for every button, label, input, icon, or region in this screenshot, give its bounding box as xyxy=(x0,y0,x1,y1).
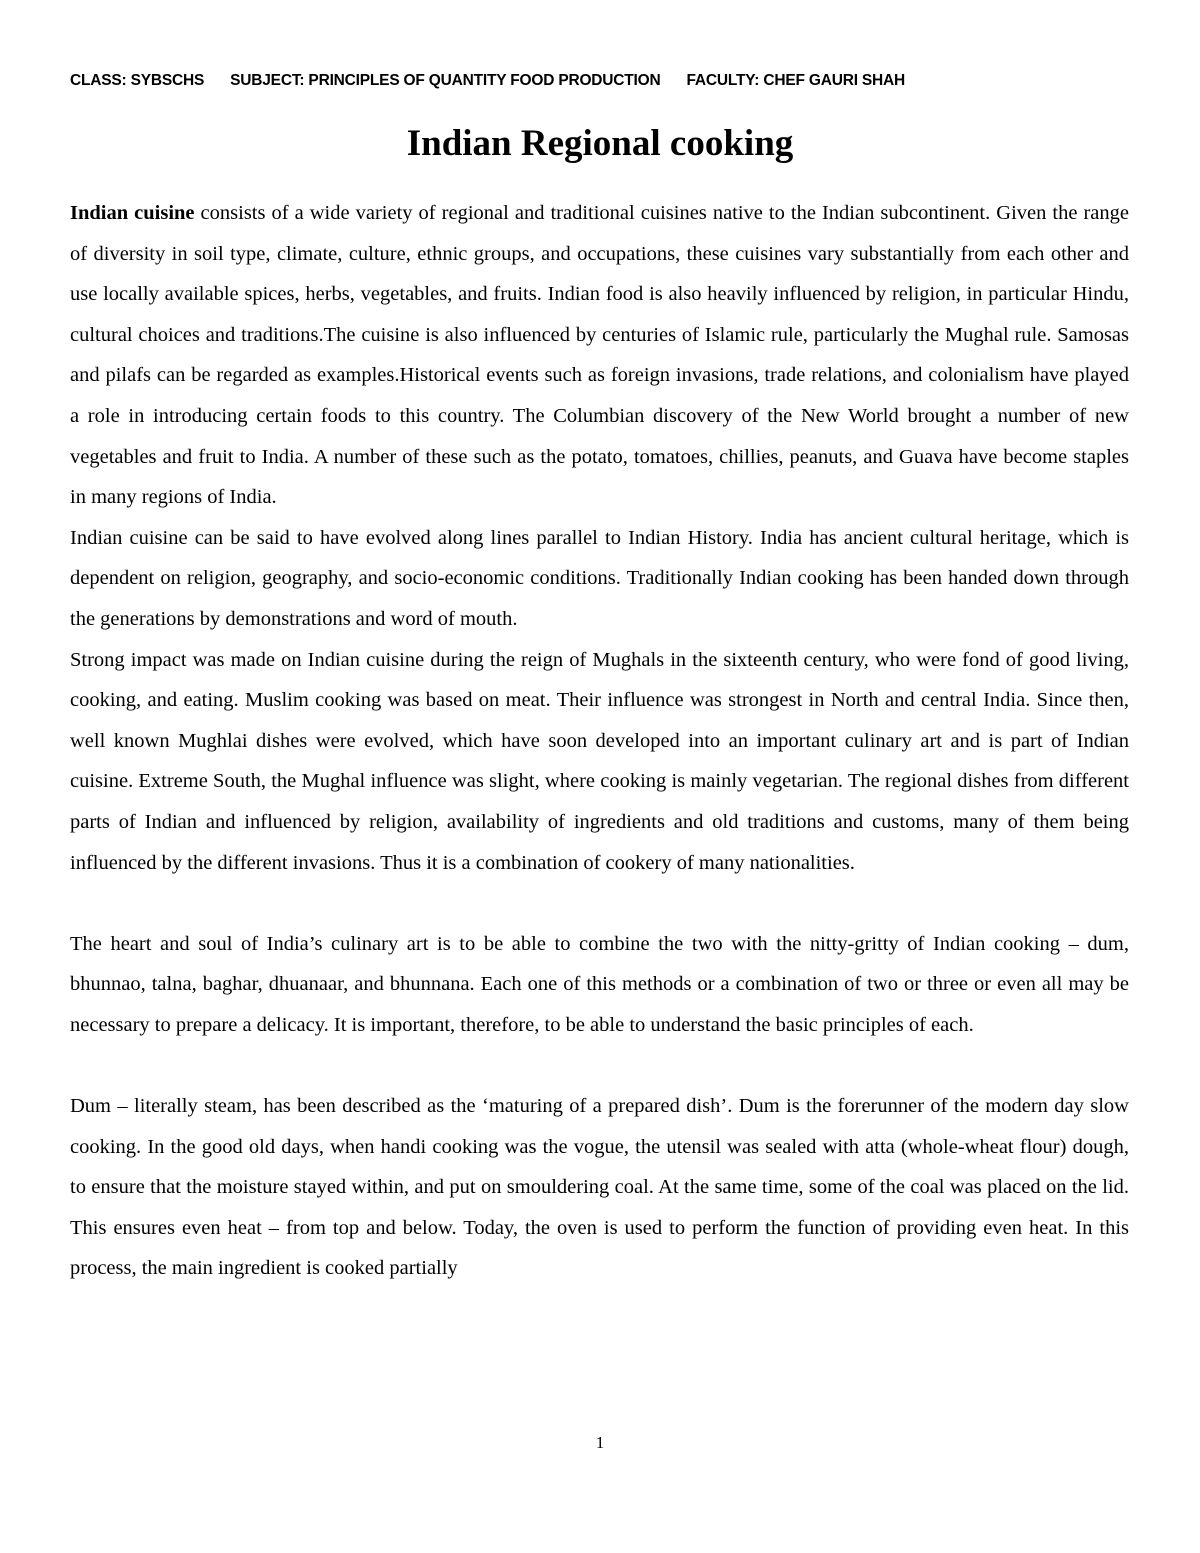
paragraph-culinary-art: The heart and soul of India’s culinary art is to be able to combine the two with the nitty-gritty of Indian cooking – dum, bhunnao, talna, baghar, dhuanaar, and bhunnana. Each one of this methods or a combination of two or three or even all may be necessary to prepare a delicacy. It is important, therefore, to be able to understand the basic principles of each. xyxy=(70,932,1129,1036)
document-body xyxy=(70,193,1129,1289)
intro-text: consists of a wide variety of regional and traditional cuisines native to the Indian subcontinent. Given the range of diversity in soil type, climate, culture, ethnic groups, and occupations, these cuisines vary substantially from each other and use locally available spices, herbs, vegetables, and fruits. Indian food is also heavily influenced by religion, in particular Hindu, cultural choices and traditions.The cuisine is also influenced by centuries of Islamic rule, particularly the Mughal rule. Samosas and pilafs can be regarded as examples.Historical events such as foreign invasions, trade relations, and colonialism have played a role in introducing certain foods to this country. The Columbian discovery of the New World brought a number of new vegetables and fruit to India. A number of these such as the potato, tomatoes, chillies, peanuts, and Guava have become staples in many regions of India. xyxy=(70,202,1129,509)
faculty-label: FACULTY: CHEF GAURI SHAH xyxy=(686,72,906,89)
page-number: 1 xyxy=(595,1433,605,1452)
paragraph-intro xyxy=(70,193,1129,518)
intro-lead-term: Indian cuisine xyxy=(70,202,195,224)
class-label: CLASS: SYBSCHS xyxy=(70,72,205,89)
subject-label: SUBJECT: PRINCIPLES OF QUANTITY FOOD PRODUCTION xyxy=(230,72,661,89)
paragraph-dum: Dum – literally steam, has been described as the ‘maturing of a prepared dish’. Dum is the forerunner of the modern day slow cooking. In the good old days, when handi cooking was the vogue, the utensil was sealed with atta (whole-wheat flour) dough, to ensure that the moisture stayed within, and put on smouldering coal. At the same time, some of the coal was placed on the lid. This ensures even heat – from top and below. Today, the oven is used to perform the function of providing even heat. In this process, the main ingredient is cooked partially xyxy=(70,1095,1129,1280)
page-header xyxy=(70,72,1130,90)
paragraph-history: Indian cuisine can be said to have evolved along lines parallel to Indian History. India has ancient cultural heritage, which is dependent on religion, geography, and socio-economic conditions. Traditionally Indian cooking has been handed down through the generations by demonstrations and word of mouth. xyxy=(70,526,1129,630)
page-title: Indian Regional cooking xyxy=(406,123,794,164)
paragraph-mughal-impact: Strong impact was made on Indian cuisine during the reign of Mughals in the sixteenth century, who were fond of good living, cooking, and eating. Muslim cooking was based on meat. Their influence was strongest in North and central India. Since then, well known Mughlai dishes were evolved, which have soon developed into an important culinary art and is part of Indian cuisine. Extreme South, the Mughal influence was slight, where cooking is mainly vegetarian. The regional dishes from different parts of Indian and influenced by religion, availability of ingredients and old traditions and customs, many of them being influenced by the different invasions. Thus it is a combination of cookery of many nationalities. xyxy=(70,648,1129,874)
